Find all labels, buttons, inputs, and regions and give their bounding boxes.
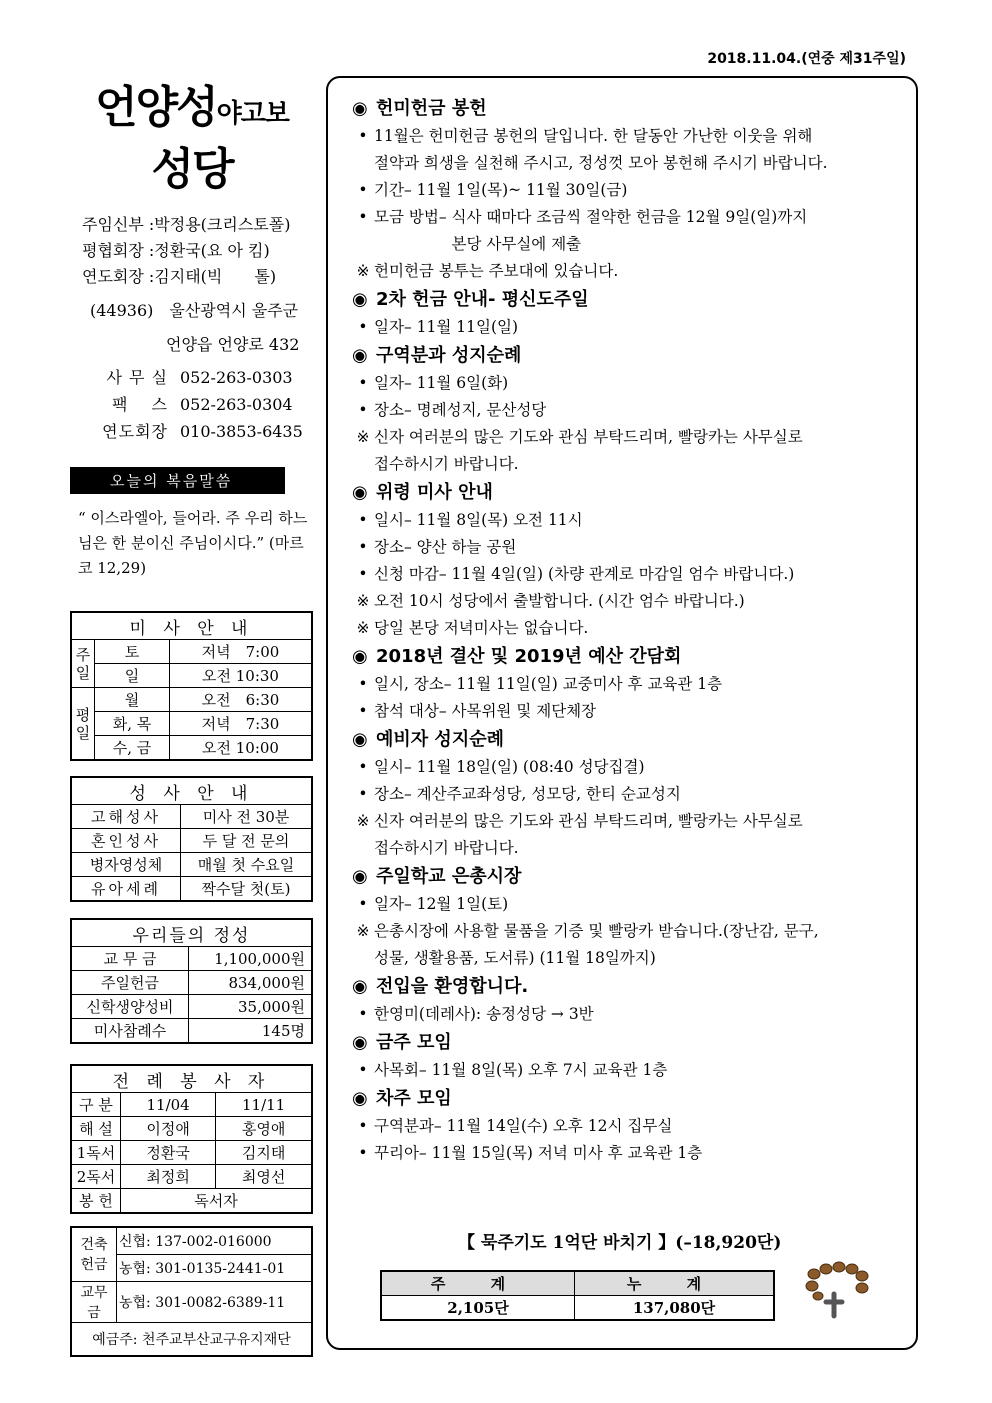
offering-value: 35,000원 (189, 995, 313, 1019)
notice-line (352, 1057, 912, 1084)
notice-text: 기간– 11월 1일(목)~ 11월 30일(금) (374, 181, 628, 199)
server-col: 11/11 (216, 1093, 312, 1117)
bullet-circle-icon: ◉ (352, 646, 368, 667)
gospel-text: “ 이스라엘아, 들어라. 주 우리 하느님은 한 분이신 주님이시다.” (마르코 12,29) (78, 509, 308, 577)
section-title: 헌미헌금 봉헌 (376, 98, 487, 119)
phone-number: 010-3853-6435 (180, 422, 303, 441)
title-line2: 성당 (151, 144, 233, 195)
notice-line (352, 534, 912, 561)
notice-line (352, 507, 912, 534)
bullet-icon: • (358, 374, 368, 392)
notice-line (352, 258, 912, 285)
notice-line (352, 1113, 912, 1140)
sacrament-value: 매월 첫 수요일 (181, 853, 313, 877)
sacrament-name: 혼인성사 (71, 829, 181, 853)
notice-line (352, 945, 912, 972)
rosary-value: 137,080단 (575, 1296, 775, 1321)
account-number: 농협: 301-0135-2441-01 (117, 1255, 313, 1282)
section-title: 차주 모임 (376, 1088, 452, 1109)
section-heading (352, 341, 912, 370)
section-title: 구역분과 성지순례 (376, 345, 522, 366)
notice-text: 헌미헌금 봉투는 주보대에 있습니다. (374, 262, 619, 280)
notice-line (352, 177, 912, 204)
section-heading (352, 725, 912, 754)
section-title: 2차 헌금 안내- 평신도주일 (376, 289, 589, 310)
bullet-circle-icon: ◉ (352, 1032, 368, 1053)
bullet-circle-icon: ◉ (352, 976, 368, 997)
rosary-value: 2,105단 (381, 1296, 575, 1321)
offerings-table (70, 918, 313, 1044)
rosary-table (380, 1270, 775, 1321)
notice-text: 참석 대상– 사목위원 및 제단체장 (374, 702, 597, 720)
account-holder: 예금주: 천주교부산교구유지재단 (71, 1323, 312, 1357)
section-heading (352, 94, 912, 123)
offering-value: 834,000원 (189, 971, 313, 995)
sacrament-name: 병자영성체 (71, 853, 181, 877)
rosary-title: 【 묵주기도 1억단 바치기 】(–18,920단) (458, 1233, 782, 1253)
section-title: 주일학교 은총시장 (376, 866, 522, 887)
sacrament-name: 유아세례 (71, 877, 181, 902)
section-heading (352, 478, 912, 507)
mass-day: 월 (95, 688, 170, 712)
notice-text: 성물, 생활용품, 도서류) (11월 18일까지) (374, 949, 656, 967)
server-name: 정환국 (121, 1141, 216, 1165)
notice-text: 은총시장에 사용할 물품을 기증 및 빨랑카 받습니다.(장난감, 문구, (374, 922, 819, 940)
bullet-icon: • (358, 208, 368, 226)
server-name: 최정희 (121, 1165, 216, 1189)
notice-line (352, 314, 912, 341)
section-title: 예비자 성지순례 (376, 729, 504, 750)
bullet-icon: • (358, 1061, 368, 1079)
mass-time: 오전 6:30 (170, 688, 313, 712)
notice-text: 일자– 11월 6일(화) (374, 374, 509, 392)
notice-text: 오전 10시 성당에서 출발합니다. (시간 엄수 바랍니다.) (374, 592, 745, 610)
notice-text: 장소– 명례성지, 문산성당 (374, 401, 547, 419)
bullet-icon: • (358, 675, 368, 693)
notice-text: 절약과 희생을 실천해 주시고, 정성껏 모아 봉헌해 주시기 바랍니다. (374, 154, 828, 172)
sacrament-value: 미사 전 30분 (181, 805, 313, 829)
phone-number: 052-263-0304 (180, 395, 293, 414)
notice-text: 당일 본당 저녁미사는 없습니다. (374, 619, 589, 637)
address-line: 언양읍 언양로 432 (166, 335, 300, 354)
bullet-icon: • (358, 1005, 368, 1023)
section-heading (352, 972, 912, 1001)
section-heading (352, 862, 912, 891)
notice-text: 신자 여러분의 많은 기도와 관심 부탁드리며, 빨랑카는 사무실로 (374, 812, 803, 830)
notice-line (352, 370, 912, 397)
note-mark-icon: ※ (356, 619, 370, 637)
server-name: 독서자 (121, 1189, 313, 1214)
weekday-label: 평일 (71, 688, 95, 761)
notice-text: 장소– 계산주교좌성당, 성모당, 한티 순교성지 (374, 785, 681, 803)
section-heading (352, 1084, 912, 1113)
table-heading: 전 례 봉 사 자 (71, 1065, 312, 1093)
table-heading: 우리들의 정성 (71, 919, 312, 947)
notice-text: 일자– 12월 1일(토) (374, 895, 509, 913)
gospel-heading: 오늘의 복음말씀 (70, 467, 285, 494)
notice-text: 일시– 11월 8일(목) 오전 11시 (374, 511, 583, 529)
server-name: 홍영애 (216, 1117, 312, 1141)
build-label: 건축헌금 (71, 1227, 117, 1282)
offering-value: 1,100,000원 (189, 947, 313, 971)
bullet-icon: • (358, 895, 368, 913)
server-role: 해 설 (71, 1117, 121, 1141)
notice-text: 11월은 헌미헌금 봉헌의 달입니다. 한 달동안 가난한 이웃을 위해 (374, 127, 813, 145)
notice-text: 사목회– 11월 8일(목) 오후 7시 교육관 1층 (374, 1061, 668, 1079)
server-role: 1독서 (71, 1141, 121, 1165)
notice-line (352, 615, 912, 642)
server-role: 봉 헌 (71, 1189, 121, 1214)
section-heading (352, 285, 912, 314)
phone-list (70, 364, 314, 445)
phone-label: 팩 스 (112, 395, 168, 414)
mass-day: 토 (95, 640, 170, 664)
rosary-col: 누 계 (575, 1271, 775, 1296)
note-mark-icon: ※ (356, 812, 370, 830)
notice-line (352, 1001, 912, 1028)
bulletin-date: 2018.11.04.(연중 제31주일) (707, 51, 906, 67)
bullet-icon: • (358, 785, 368, 803)
bullet-icon: • (358, 511, 368, 529)
rosary-col: 주 계 (381, 1271, 575, 1296)
mass-time: 오전 10:30 (170, 664, 313, 688)
notice-text: 신자 여러분의 많은 기도와 관심 부탁드리며, 빨랑카는 사무실로 (374, 428, 803, 446)
mass-time: 오전 10:00 (170, 736, 313, 761)
bullet-circle-icon: ◉ (352, 866, 368, 887)
title-part: 언양성 (95, 82, 217, 133)
notice-text: 신청 마감– 11월 4일(일) (차량 관계로 마감일 엄수 바랍니다.) (374, 565, 795, 583)
rosary-icon (802, 1260, 872, 1320)
staff-list (70, 212, 314, 290)
account-number: 신협: 137-002-016000 (117, 1227, 313, 1255)
section-title: 위령 미사 안내 (376, 482, 493, 503)
sunday-label: 주일 (71, 640, 95, 688)
notice-line (352, 781, 912, 808)
bullet-icon: • (358, 1144, 368, 1162)
bullet-icon: • (358, 702, 368, 720)
notice-line (352, 150, 912, 177)
notice-line (352, 698, 912, 725)
offering-name: 미사참례수 (71, 1019, 189, 1044)
mass-time: 저녁 7:30 (170, 712, 313, 736)
server-name: 최영선 (216, 1165, 312, 1189)
section-title: 전입을 환영합니다. (376, 976, 529, 997)
staff-item: 평협회장 :정환국(요 아 킴) (82, 241, 270, 260)
sacraments-table (70, 776, 313, 902)
bullet-icon: • (358, 401, 368, 419)
notice-line (352, 835, 912, 862)
notice-text: 일시– 11월 18일(일) (08:40 성당집결) (374, 758, 645, 776)
mass-time: 저녁 7:00 (170, 640, 313, 664)
notice-line (352, 397, 912, 424)
notice-line (352, 918, 912, 945)
section-title: 2018년 결산 및 2019년 예산 간담회 (376, 646, 682, 667)
notice-line (352, 424, 912, 451)
table-heading: 성 사 안 내 (71, 777, 312, 805)
sacrament-value: 두 달 전 문의 (181, 829, 313, 853)
bullet-circle-icon: ◉ (352, 345, 368, 366)
notice-text: 접수하시기 바랍니다. (374, 839, 519, 857)
mass-schedule-table (70, 611, 313, 761)
notice-line (352, 588, 912, 615)
notice-line (352, 891, 912, 918)
bullet-icon: • (358, 318, 368, 336)
offering-value: 145명 (189, 1019, 313, 1044)
bullet-icon: • (358, 538, 368, 556)
parish-title (70, 80, 314, 198)
sacrament-value: 짝수달 첫(토) (181, 877, 313, 902)
notice-line (352, 204, 912, 231)
staff-item: 연도회장 :김지태(빅 톨) (82, 267, 277, 286)
section-heading (352, 642, 912, 671)
notice-line (352, 671, 912, 698)
account-number: 농협: 301-0082-6389-11 (117, 1282, 313, 1323)
notice-text: 접수하시기 바랍니다. (374, 455, 519, 473)
notice-text: 구역분과– 11월 14일(수) 오후 12시 집무실 (374, 1117, 673, 1135)
notice-text: 일자– 11월 11일(일) (374, 318, 519, 336)
phone-row (70, 364, 314, 391)
notice-text: 장소– 양산 하늘 공원 (374, 538, 517, 556)
bullet-circle-icon: ◉ (352, 482, 368, 503)
notice-line (352, 451, 912, 478)
bullet-icon: • (358, 565, 368, 583)
notice-line (352, 123, 912, 150)
section-heading (352, 1028, 912, 1057)
mass-day: 일 (95, 664, 170, 688)
server-name: 김지태 (216, 1141, 312, 1165)
notice-text: 모금 방법– 식사 때마다 조금씩 절약한 헌금을 12월 9일(일)까지 (374, 208, 808, 226)
notice-line (352, 754, 912, 781)
notice-line (352, 1140, 912, 1167)
accounts-table (70, 1226, 313, 1357)
offering-name: 교 무 금 (71, 947, 189, 971)
note-mark-icon: ※ (356, 428, 370, 446)
notice-line (352, 561, 912, 588)
notice-line (352, 231, 912, 258)
edu-label: 교무금 (71, 1282, 117, 1323)
server-col: 11/04 (121, 1093, 216, 1117)
bullet-circle-icon: ◉ (352, 729, 368, 750)
phone-label: 사 무 실 (106, 368, 168, 387)
server-role: 2독서 (71, 1165, 121, 1189)
offering-name: 신학생양성비 (71, 995, 189, 1019)
phone-number: 052-263-0303 (180, 368, 293, 387)
notice-line (352, 808, 912, 835)
bullet-circle-icon: ◉ (352, 98, 368, 119)
server-col: 구 분 (71, 1093, 121, 1117)
notices-box (326, 76, 918, 1350)
note-mark-icon: ※ (356, 922, 370, 940)
notices-content (352, 94, 912, 1167)
bullet-icon: • (358, 1117, 368, 1135)
phone-row (70, 391, 314, 418)
liturgy-servers-table (70, 1064, 313, 1214)
phone-row (70, 418, 314, 445)
notice-text: 본당 사무실에 제출 (374, 235, 582, 253)
staff-item: 주임신부 :박정용(크리스토폴) (82, 215, 291, 234)
bullet-icon: • (358, 127, 368, 145)
bullet-circle-icon: ◉ (352, 1088, 368, 1109)
notice-text: 일시, 장소– 11월 11일(일) 교중미사 후 교육관 1층 (374, 675, 723, 693)
mass-day: 수, 금 (95, 736, 170, 761)
notice-text: 한영미(데레사): 송정성당 → 3반 (374, 1005, 594, 1023)
bullet-icon: • (358, 181, 368, 199)
title-part-small: 야고보 (216, 99, 289, 129)
note-mark-icon: ※ (356, 592, 370, 610)
server-name: 이정애 (121, 1117, 216, 1141)
notice-text: 꾸리아– 11월 15일(목) 저녁 미사 후 교육관 1층 (374, 1144, 703, 1162)
phone-label: 연도회장 (102, 422, 168, 441)
note-mark-icon: ※ (356, 262, 370, 280)
sacrament-name: 고해성사 (71, 805, 181, 829)
offering-name: 주일헌금 (71, 971, 189, 995)
address-line: (44936) 울산광역시 울주군 (90, 301, 299, 320)
left-column (70, 80, 314, 581)
bullet-icon: • (358, 758, 368, 776)
bullet-circle-icon: ◉ (352, 289, 368, 310)
address (70, 294, 314, 362)
mass-day: 화, 목 (95, 712, 170, 736)
section-title: 금주 모임 (376, 1032, 452, 1053)
table-heading: 미 사 안 내 (71, 612, 312, 640)
